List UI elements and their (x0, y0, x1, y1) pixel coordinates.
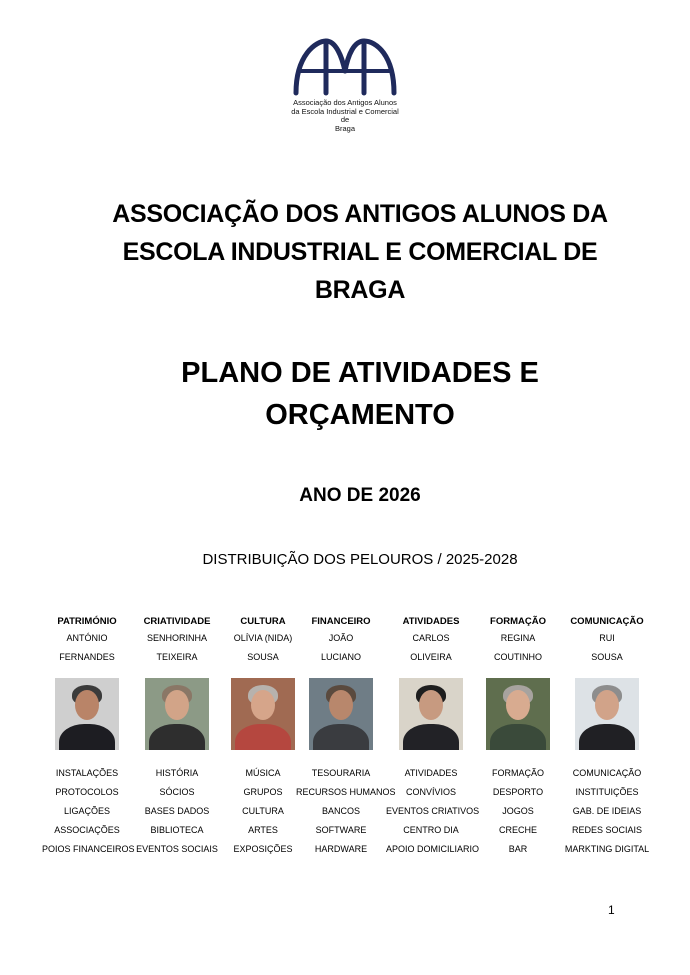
pelouro-column-atividades (386, 615, 480, 859)
pelouro-item: INSTALAÇÕES (55, 768, 119, 778)
pelouro-item: HARDWARE (314, 844, 368, 854)
pelouro-item: POIOS FINANCEIROS (42, 844, 135, 854)
pelouro-item: SOFTWARE (315, 825, 367, 835)
member-last-name: TEIXEIRA (156, 652, 198, 662)
pelouro-item: LIGAÇÕES (63, 806, 110, 816)
photo-face (595, 690, 619, 720)
association-title (60, 195, 660, 309)
photo-face (329, 690, 353, 720)
photo-face (75, 690, 99, 720)
logo-line: de (340, 115, 350, 124)
pelouro-item: TESOURARIA (311, 768, 371, 778)
pelouro-item: COMUNICAÇÃO (572, 768, 642, 778)
pelouro-item: GAB. DE IDEIAS (572, 806, 642, 816)
pelouro-item: APOIO DOMICILIARIO (386, 844, 480, 854)
aaa-logo-mark-icon (290, 35, 400, 97)
pelouro-item: MARKTING DIGITAL (564, 844, 650, 854)
member-first-name: JOÃO (328, 633, 354, 643)
photo-face (251, 690, 275, 720)
pelouro-item: EVENTOS SOCIAIS (136, 844, 218, 854)
distribution-heading: DISTRIBUIÇÃO DOS PELOUROS / 2025-2028 (202, 551, 518, 568)
pelouro-item: EVENTOS CRIATIVOS (386, 806, 480, 816)
pelouro-item: BAR (508, 844, 528, 854)
member-first-name: ANTÓNIO (66, 633, 108, 643)
pelouro-column-formacao (473, 615, 563, 859)
pelouro-item: BANCOS (321, 806, 360, 816)
association-title-line: ASSOCIAÇÃO DOS ANTIGOS ALUNOS DA (112, 200, 608, 228)
association-title-line: ESCOLA INDUSTRIAL E COMERCIAL DE (122, 238, 598, 266)
pelouro-item: HISTÓRIA (155, 768, 199, 778)
pelouro-item: BIBLIOTECA (150, 825, 204, 835)
member-last-name: SOUSA (247, 652, 279, 662)
member-photo (399, 678, 463, 750)
member-photo (55, 678, 119, 750)
logo-caption (285, 99, 405, 133)
pelouros-grid (0, 615, 690, 865)
photo-body (579, 724, 635, 750)
pelouro-item: REDES SOCIAIS (571, 825, 643, 835)
member-last-name: OLIVEIRA (410, 652, 452, 662)
logo-line: Associação dos Antigos Alunos (293, 98, 397, 107)
pelouro-column-cultura (218, 615, 308, 859)
member-first-name: CARLOS (412, 633, 450, 643)
pelouro-item: CENTRO DIA (403, 825, 459, 835)
pelouro-item: CULTURA (242, 806, 284, 816)
pelouro-title: COMUNICAÇÃO (570, 616, 644, 627)
year-heading: ANO DE 2026 (299, 485, 421, 506)
logo-line: Braga (334, 123, 355, 133)
pelouro-item: JOGOS (502, 806, 534, 816)
pelouro-item: SÓCIOS (159, 787, 195, 797)
pelouro-title: ATIVIDADES (402, 616, 460, 627)
member-photo (145, 678, 209, 750)
pelouro-item: RECURSOS HUMANOS (296, 787, 396, 797)
pelouro-title: FINANCEIRO (311, 616, 371, 627)
photo-body (235, 724, 291, 750)
pelouro-item: DESPORTO (492, 787, 544, 797)
photo-body (149, 724, 205, 750)
pelouro-item: ASSOCIAÇÕES (54, 825, 120, 835)
pelouro-item: PROTOCOLOS (55, 787, 119, 797)
member-last-name: COUTINHO (494, 652, 542, 662)
photo-face (165, 690, 189, 720)
pelouro-item: EXPOSIÇÕES (233, 844, 293, 854)
plan-title-line: PLANO DE ATIVIDADES E (181, 357, 539, 389)
member-last-name: SOUSA (591, 652, 623, 662)
logo-line: da Escola Industrial e Comercial (291, 106, 399, 116)
photo-body (403, 724, 459, 750)
photo-face (419, 690, 443, 720)
pelouro-column-patrimonio (42, 615, 135, 859)
pelouro-item: ARTES (248, 825, 278, 835)
page-number: 1 (608, 903, 615, 917)
pelouro-title: CULTURA (240, 616, 286, 627)
member-photo (486, 678, 550, 750)
pelouro-item: BASES DADOS (144, 806, 210, 816)
member-photo (309, 678, 373, 750)
member-last-name: FERNANDES (59, 652, 115, 662)
plan-title-line: ORÇAMENTO (265, 399, 455, 431)
photo-body (313, 724, 369, 750)
member-first-name: SENHORINHA (146, 633, 207, 643)
member-last-name: LUCIANO (320, 652, 361, 662)
association-logo (285, 35, 405, 145)
member-photo (231, 678, 295, 750)
member-first-name: REGINA (500, 633, 536, 643)
member-first-name: OLÍVIA (NIDA) (233, 633, 293, 643)
pelouro-item: CONVÍVIOS (405, 787, 456, 797)
photo-body (59, 724, 115, 750)
member-photo (575, 678, 639, 750)
pelouro-column-financeiro (296, 615, 396, 859)
pelouro-item: FORMAÇÃO (491, 768, 544, 778)
plan-title (60, 352, 660, 436)
pelouro-item: INSTITUIÇÕES (575, 787, 639, 797)
pelouro-item: ATIVIDADES (404, 768, 458, 778)
member-first-name: RUI (599, 633, 615, 643)
photo-body (490, 724, 546, 750)
pelouro-item: MÚSICA (245, 768, 281, 778)
pelouro-title: CRIATIVIDADE (143, 616, 211, 627)
association-title-line: BRAGA (314, 276, 406, 304)
pelouro-title: PATRIMÓNIO (57, 616, 117, 627)
photo-face (506, 690, 530, 720)
pelouro-item: GRUPOS (243, 787, 283, 797)
pelouro-title: FORMAÇÃO (490, 616, 546, 627)
pelouro-item: CRECHE (498, 825, 537, 835)
pelouro-column-criatividade (132, 615, 222, 859)
pelouro-column-comunicacao (562, 615, 652, 859)
